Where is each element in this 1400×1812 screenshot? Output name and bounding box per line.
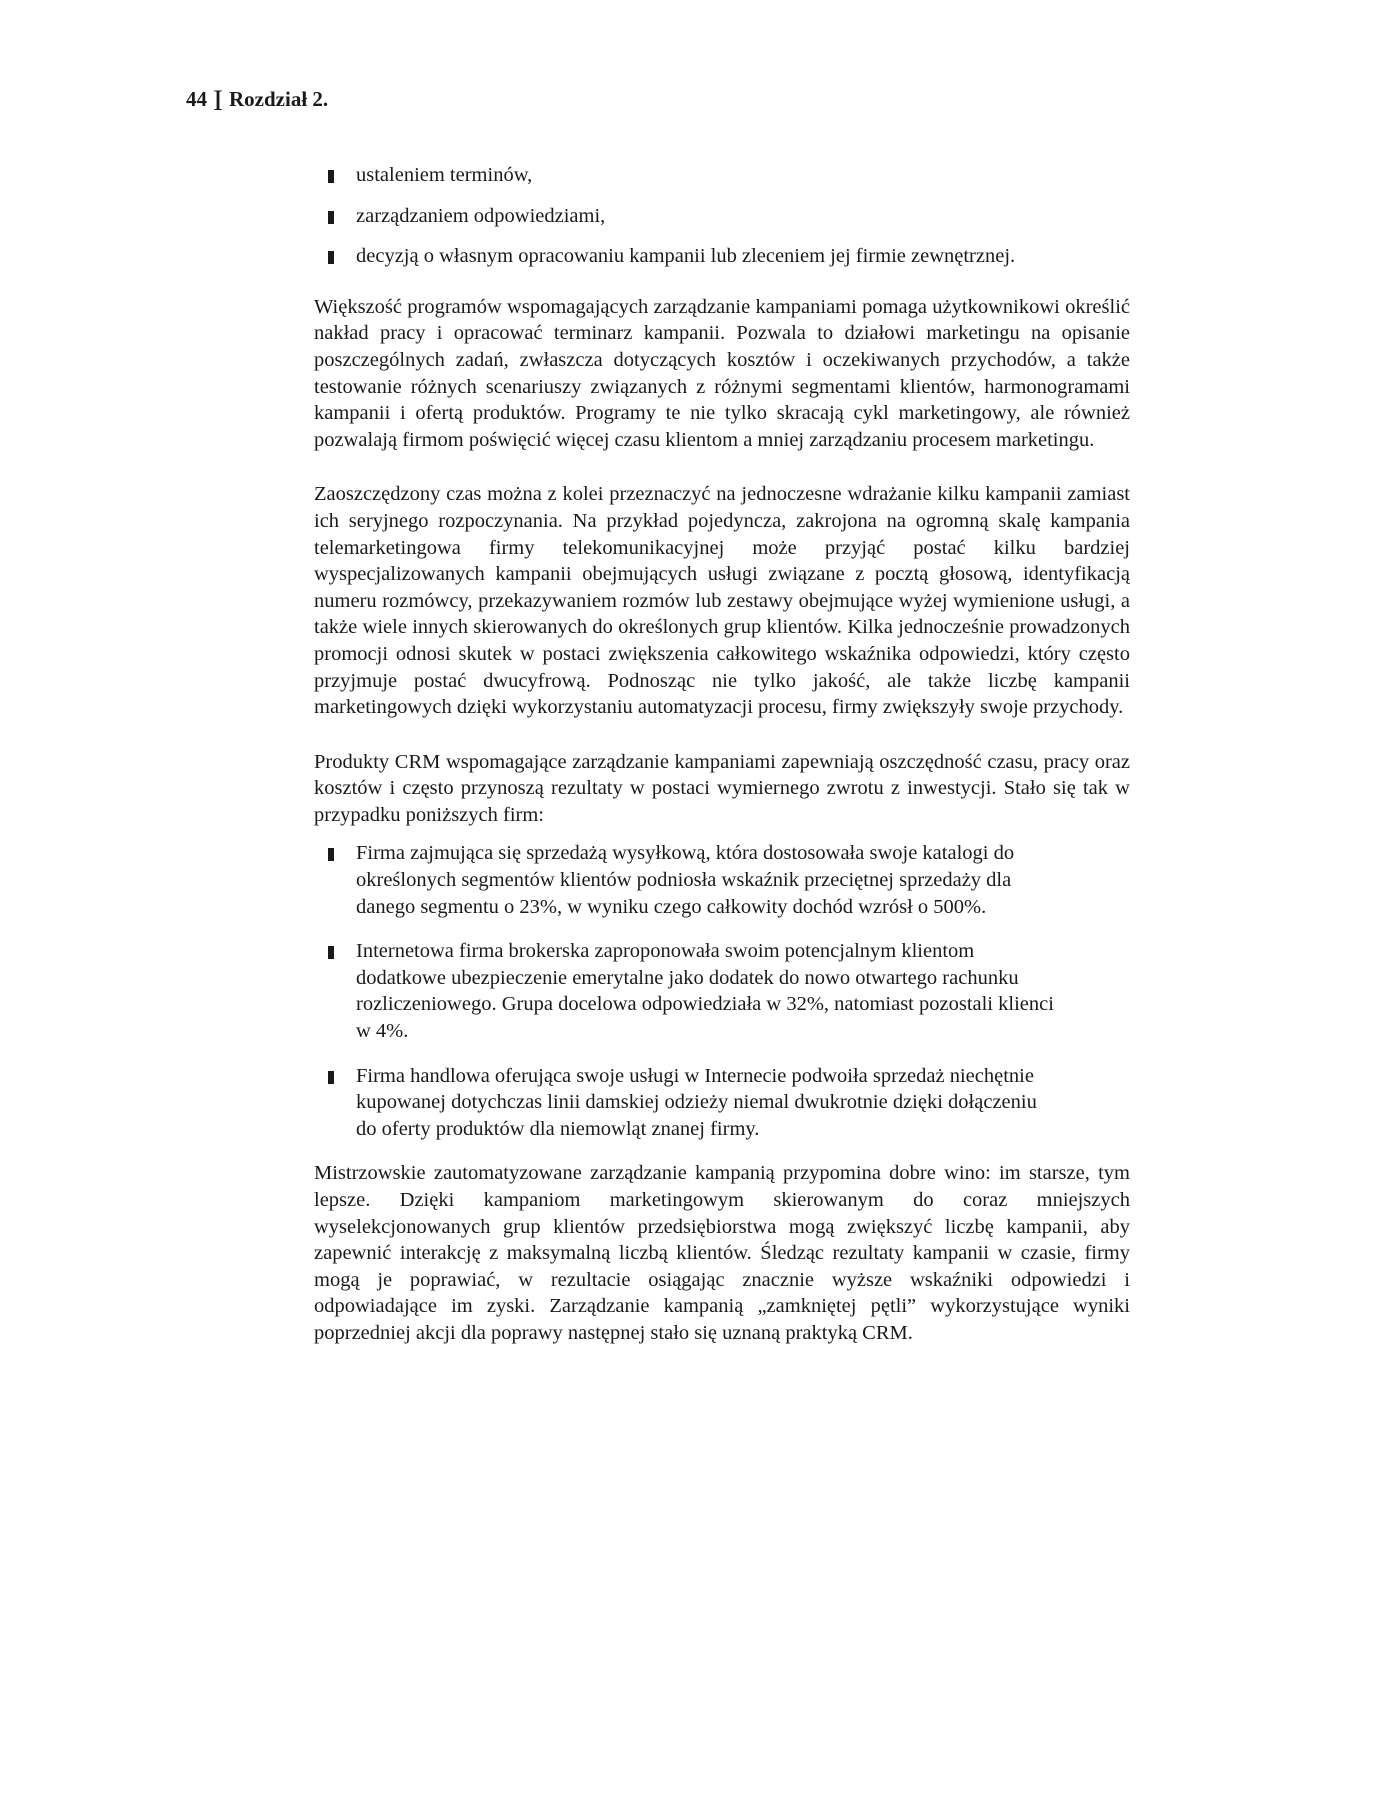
- list-item: [314, 162, 1130, 189]
- list-item: [314, 203, 1130, 230]
- page-number: 44: [186, 87, 207, 111]
- list-item-text: decyzją o własnym opracowaniu kampanii lub zleceniem jej firmie zewnętrznej.: [356, 245, 1016, 268]
- header-separator: I: [213, 84, 223, 117]
- paragraph-closed-loop: Mistrzowskie zautomatyzowane zarządzanie kampanią przypomina dobre wino: im starsze, tym lepsze. Dzięki kampaniom marketingowym skierowanym do coraz mniejszych wyselekcjonowanych grup klientów przedsiębiorstwa mogą zwiększyć liczbę kampanii, aby zapewnić interakcję z maksymalną liczbą klientów. Śledząc rezultaty kampanii w czasie, firmy mogą je poprawiać, w rezultacie osiągając znacznie wyższe wskaźniki odpowiedzi i odpowiadające im zyski. Zarządzanie kampanią „zamkniętej pętli” wykorzystujące wyniki poprzedniej akcji dla poprawy następnej stało się uznaną praktyką CRM.: [314, 1162, 1130, 1344]
- page-header: [186, 84, 329, 117]
- bullet-marker-icon: [328, 848, 334, 861]
- list-item: [314, 1063, 1130, 1143]
- bullet-marker-icon: [328, 170, 334, 183]
- bullet-marker-icon: [328, 946, 334, 959]
- paragraph-crm-products: Produkty CRM wspomagające zarządzanie kampaniami zapewniają oszczędność czasu, pracy oraz kosztów i często przynoszą rezultaty w postaci wymiernego zwrotu z inwestycji. Stało się tak w przypadku poniższych firm:: [314, 750, 1130, 826]
- example-bullet-list: [314, 840, 1130, 1142]
- bullet-marker-icon: [328, 211, 334, 224]
- list-item: [314, 243, 1130, 270]
- list-item: [314, 938, 1130, 1044]
- bullet-marker-icon: [328, 1071, 334, 1084]
- chapter-title: Rozdział 2.: [229, 87, 329, 111]
- bullet-marker-icon: [328, 251, 334, 264]
- list-item-text: Internetowa firma brokerska zaproponowała swoim potencjalnym klientom dodatkowe ubezpieczenie emerytalne jako dodatek do nowo otwartego rachunku rozliczeniowego. Grupa docelowa odpowiedziała w 32%, natomiast pozostali klienci w 4%.: [356, 940, 1054, 1043]
- list-item-text: Firma zajmująca się sprzedażą wysyłkową, która dostosowała swoje katalogi do określonych segmentów klientów podniosła wskaźnik przeciętnej sprzedaży dla danego segmentu o 23%, w wyniku czego całkowity dochód wzrósł o 500%.: [356, 842, 1015, 918]
- top-bullet-list: [314, 162, 1130, 270]
- page-body: [314, 162, 1130, 1375]
- paragraph-campaign-planning: Większość programów wspomagających zarządzanie kampaniami pomaga użytkownikowi określić nakład pracy i opracować terminarz kampanii. Pozwala to działowi marketingu na opisanie poszczególnych zadań, zwłaszcza dotyczących kosztów i oczekiwanych przychodów, a także testowanie różnych scenariuszy związanych z różnymi segmentami klientów, harmonogramami kampanii i ofertą produktów. Programy te nie tylko skracają cykl marketingowy, ale również pozwalają firmom poświęcić więcej czasu klientom a mniej zarządzaniu procesem marketingu.: [314, 295, 1130, 451]
- list-item-text: zarządzaniem odpowiedziami,: [356, 204, 606, 227]
- paragraph-time-saving: Zaoszczędzony czas można z kolei przeznaczyć na jednoczesne wdrażanie kilku kampanii zamiast ich seryjnego rozpoczynania. Na przykład pojedyncza, zakrojona na ogromną skalę kampania telemarketingowa firmy telekomunikacyjnej może przyjąć postać kilku bardziej wyspecjalizowanych kampanii obejmujących usługi związane z pocztą głosową, identyfikacją numeru rozmówcy, przekazywaniem rozmów lub zestawy obejmujące wyżej wymienione usługi, a także wiele innych skierowanych do określonych grup klientów. Kilka jednocześnie prowadzonych promocji odnosi skutek w postaci zwiększenia całkowitego wskaźnika odpowiedzi, który często przyjmuje postać dwucyfrową. Podnosząc nie tylko jakość, ale także liczbę kampanii marketingowych dzięki wykorzystaniu automatyzacji procesu, firmy zwiększyły swoje przychody.: [314, 483, 1130, 719]
- list-item-text: ustaleniem terminów,: [356, 164, 533, 186]
- list-item-text: Firma handlowa oferująca swoje usługi w Internecie podwoiła sprzedaż niechętnie kupowanej dotychczas linii damskiej odzieży niemal dwukrotnie dzięki dołączeniu do oferty produktów dla niemowląt znanej firmy.: [356, 1064, 1037, 1140]
- list-item: [314, 840, 1130, 920]
